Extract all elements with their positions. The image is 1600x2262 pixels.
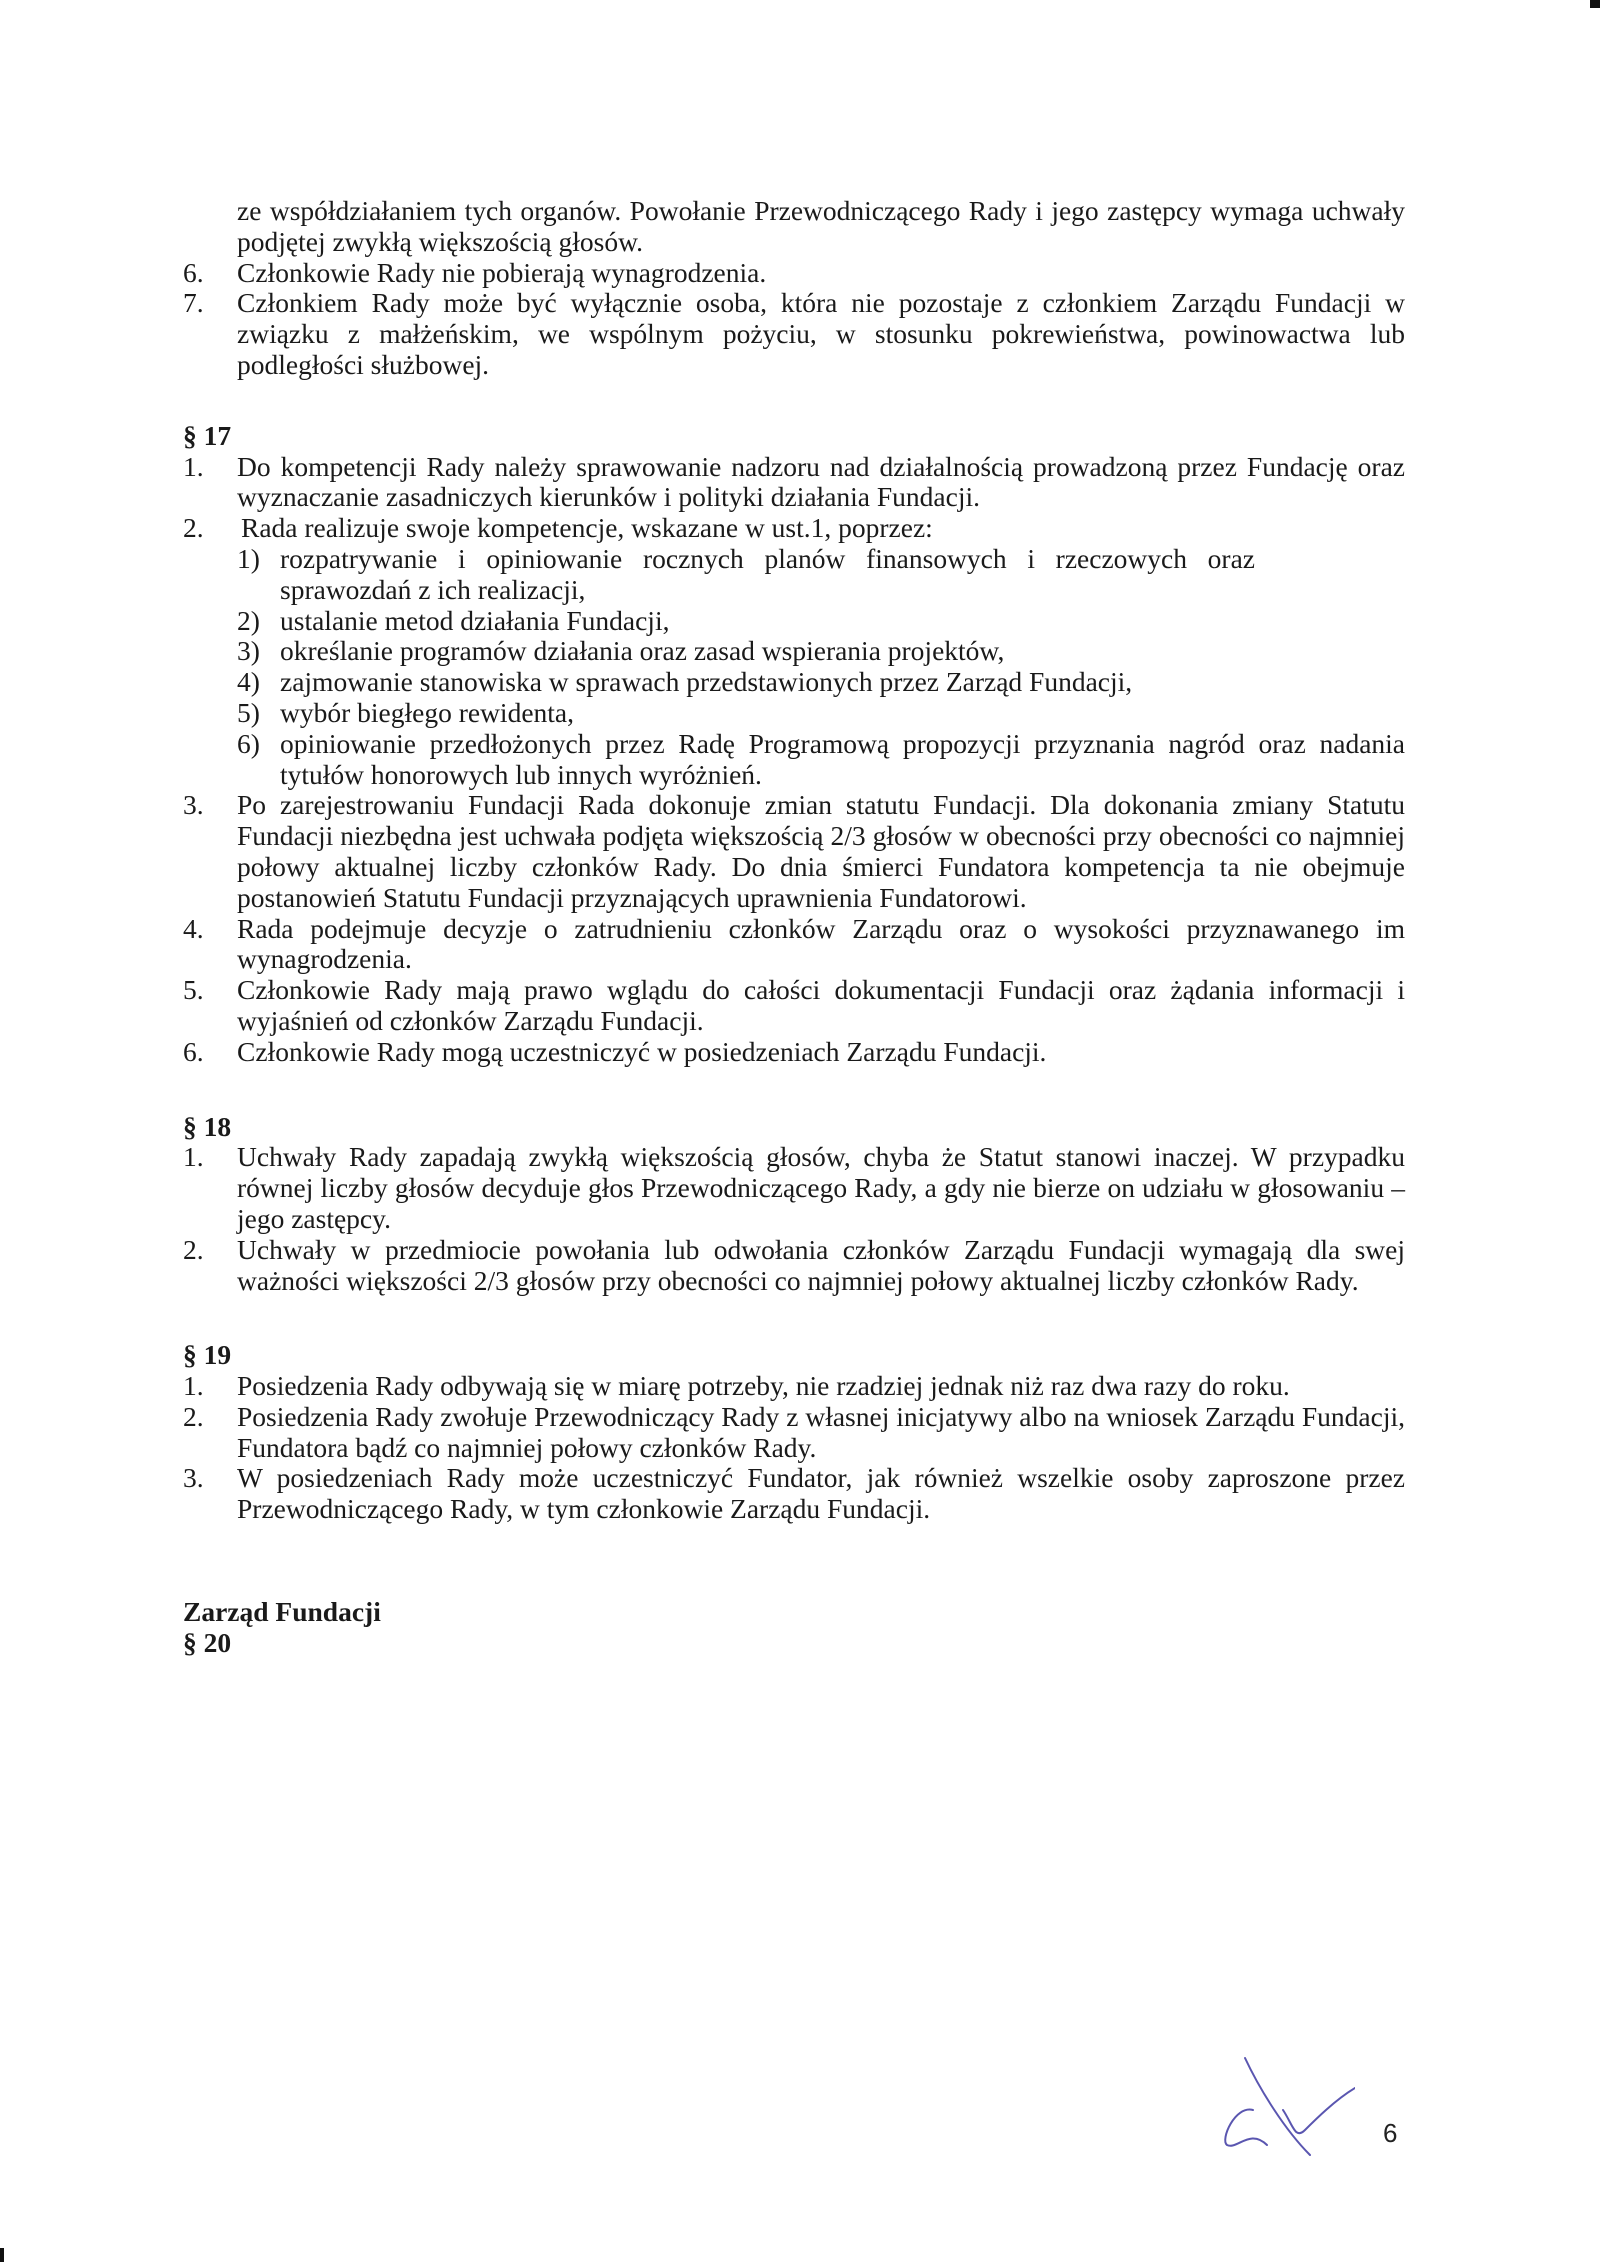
list-item [183,1037,1405,1068]
sub-item-text: rozpatrywanie i opiniowanie rocznych planów finansowych i rzeczowych oraz sprawozdań z ich realizacji, [280,542,1255,605]
list-item [183,1402,1405,1464]
page-number: 6 [1383,2118,1398,2148]
sub-list-item [183,606,1405,637]
sub-item-text: określanie programów działania oraz zasad wspierania projektów, [280,635,1005,667]
item-text: Członkowie Rady mają prawo wglądu do całości dokumentacji Fundacji oraz żądania informacji i wyjaśnień od członków Zarządu Fundacji. [237,974,1405,1036]
list-item [183,975,1405,1037]
sub-list-item [183,729,1405,791]
item-text: Posiedzenia Rady zwołuje Przewodniczący Rady z własnej inicjatywy albo na wniosek Zarządu Fundacji, Fundatora bądź co najmniej połowy członków Rady. [237,1400,1405,1463]
item-number: 6. [183,1035,204,1067]
item-number: 2. [183,1400,204,1432]
item-number: 3. [183,789,204,821]
item-number: 6. [183,256,204,288]
list-item [183,288,1405,380]
sub-list-item [183,667,1405,698]
scan-corner-mark [0,2248,4,2262]
sub-item-number: 4) [237,666,260,698]
item-number: 2. [183,1233,204,1265]
item-number: 3. [183,1462,204,1494]
item-number: 1. [183,1370,204,1402]
item-text: Członkowie Rady nie pobierają wynagrodzenia. [237,256,767,288]
list-item [183,513,1405,544]
document-body [183,196,1405,1659]
section-heading-20: § 20 [183,1626,232,1658]
item-number: 1. [183,1141,204,1173]
list-item [183,1235,1405,1297]
sub-item-text: ustalanie metod działania Fundacji, [280,604,670,636]
item-number: 1. [183,450,204,482]
sub-item-text: zajmowanie stanowiska w sprawach przedstawionych przez Zarząd Fundacji, [280,666,1133,698]
item-text: Po zarejestrowaniu Fundacji Rada dokonuje zmian statutu Fundacji. Dla dokonania zmiany Statutu Fundacji niezbędna jest uchwała podjęta większością 2/3 głosów w obecności przy obecności co najmniej połowy aktualnej liczby członków Rady. Do dnia śmierci Fundatora kompetencja ta nie obejmuje postanowień Statutu Fundacji przyznających uprawnienia Fundatorowi. [237,789,1405,913]
sub-item-number: 1) [237,542,260,574]
list-item [183,258,1405,289]
item-text: Rada podejmuje decyzje o zatrudnieniu członków Zarządu oraz o wysokości przyznawanego im wynagrodzenia. [237,912,1405,975]
item-text: W posiedzeniach Rady może uczestniczyć Fundator, jak również wszelkie osoby zaproszone przez Przewodniczącego Rady, w tym członkowie Zarządu Fundacji. [237,1462,1405,1525]
intro-continuation [183,196,1405,258]
chapter-title: Zarząd Fundacji [183,1596,381,1628]
item-text: Uchwały w przedmiocie powołania lub odwołania członków Zarządu Fundacji wymagają dla swej ważności większości 2/3 głosów przy obecności co najmniej połowy aktualnej liczby członków Rady. [237,1233,1405,1296]
sub-item-number: 3) [237,635,260,667]
item-number: 5. [183,974,204,1006]
sub-item-text: wybór biegłego rewidenta, [280,696,575,728]
section-heading-18: § 18 [183,1110,232,1142]
item-number: 7. [183,287,204,319]
list-item [183,452,1405,514]
list-item [183,914,1405,976]
list-item [183,1463,1405,1525]
sub-item-number: 5) [237,696,260,728]
sub-item-number: 2) [237,604,260,636]
continuation-text: ze współdziałaniem tych organów. Powołanie Przewodniczącego Rady i jego zastępcy wymaga uchwały podjętej zwykłą większością głosów. [237,195,1405,257]
sub-list-item [183,698,1405,729]
item-number: 2. [183,512,204,544]
list-item [183,790,1405,913]
scan-corner-mark [1590,0,1600,8]
signature-icon [1215,2050,1355,2160]
sub-item-text: opiniowanie przedłożonych przez Radę Programową propozycji przyznania nagród oraz nadania tytułów honorowych lub innych wyróżnień. [280,727,1405,790]
list-item [183,1371,1405,1402]
item-number: 4. [183,912,204,944]
sub-list-item [183,636,1405,667]
sub-list-item [183,544,1405,606]
item-text: Członkowie Rady mogą uczestniczyć w posiedzeniach Zarządu Fundacji. [237,1035,1047,1067]
item-text: Rada realizuje swoje kompetencje, wskazane w ust.1, poprzez: [241,512,933,544]
item-text: Członkiem Rady może być wyłącznie osoba, która nie pozostaje z członkiem Zarządu Fundacji w związku z małżeńskim, we wspólnym pożyciu, w stosunku pokrewieństwa, powinowactwa lub podległości służbowej. [237,287,1405,380]
item-text: Do kompetencji Rady należy sprawowanie nadzoru nad działalnością prowadzoną przez Fundację oraz wyznaczanie zasadniczych kierunków i polityki działania Fundacji. [237,450,1405,513]
list-item [183,1142,1405,1234]
item-text: Posiedzenia Rady odbywają się w miarę potrzeby, nie rzadziej jednak niż raz dwa razy do roku. [237,1370,1290,1402]
section-heading-19: § 19 [183,1339,232,1371]
item-text: Uchwały Rady zapadają zwykłą większością głosów, chyba że Statut stanowi inaczej. W przypadku równej liczby głosów decyduje głos Przewodniczącego Rady, a gdy nie bierze on udziału w głosowaniu – jego zastępcy. [237,1141,1405,1234]
section-heading-17: § 17 [183,419,232,451]
sub-item-number: 6) [237,727,260,759]
